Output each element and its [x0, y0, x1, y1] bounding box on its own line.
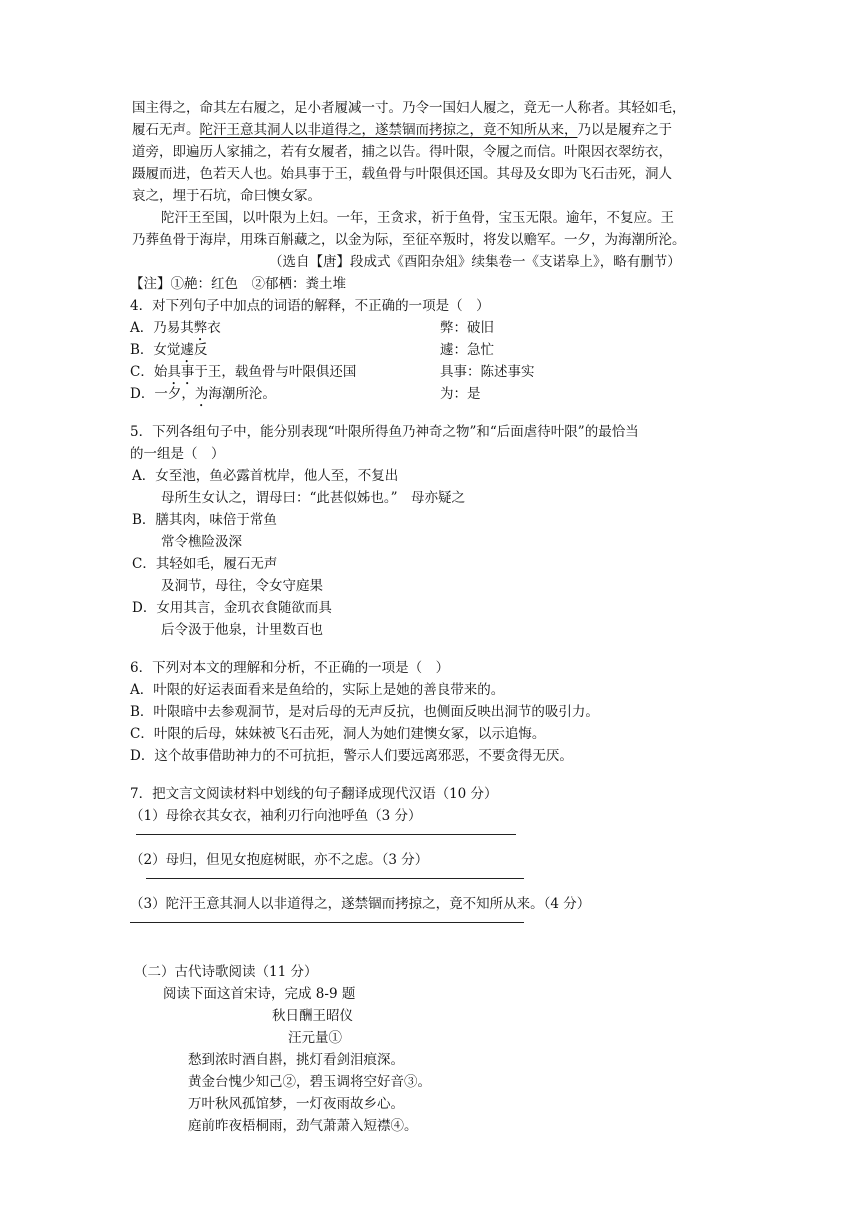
dotted-word: 弊 — [193, 320, 208, 336]
passage-text: 履石无声。 — [132, 122, 200, 138]
q4-option-a: A．乃易其弊衣 — [130, 320, 221, 336]
passage-line: 陀汗王至国，以叶限为上妇。一年，王贪求，祈于鱼骨，宝玉无限。逾年，不复应。王 — [161, 210, 674, 226]
q6-option-d: D．这个故事借助神力的不可抗拒，警示人们要远离邪恶，不要贪得无厌。 — [130, 748, 573, 764]
q5-option-a: A．女至池，鱼必露首枕岸，他人至，不复出 — [132, 468, 399, 484]
q5-option-b: B．膳其肉，味倍于常鱼 — [132, 512, 277, 528]
poem-line: 万叶秋风孤馆梦，一灯夜雨故乡心。 — [188, 1096, 404, 1112]
q6-option-b: B．叶限暗中去参观洞节，是对后母的无声反抗，也侧面反映出洞节的吸引力。 — [130, 704, 599, 720]
passage-line: 道旁，即遍历人家捕之，若有女履者，捕之以告。得叶限，令履之而信。叶限因衣翠纺衣， — [132, 144, 672, 160]
q5-option-b-second: 常令樵险汲深 — [161, 534, 242, 550]
passage-line: 蹑履而进，色若天人也。始具事于王，载鱼骨与叶限俱还国。其母及女即为飞石击死，洞人 — [132, 166, 672, 182]
dotted-word: 遽 — [180, 342, 194, 358]
question-6-stem: 6．下列对本文的理解和分析，不正确的一项是（ ） — [130, 660, 450, 676]
q7-item-1: （1）母徐衣其女衣，袖利刃行向池呼鱼（3 分） — [130, 808, 422, 824]
q4-gloss-d: 为：是 — [440, 386, 481, 402]
q4-option-d: D．一夕，为海潮所沦。 — [130, 386, 276, 402]
passage-source: （选自【唐】段成式《酉阳杂俎》续集卷一《支诺皋上》，略有删节） — [269, 254, 681, 270]
q7-item-2: （2）母归，但见女抱庭树眠，亦不之虑。（3 分） — [130, 852, 429, 868]
poetry-instruction: 阅读下面这首宋诗，完成 8-9 题 — [163, 986, 356, 1002]
q5-option-c-second: 及洞节，母往，令女守庭果 — [161, 578, 323, 594]
poem-author: 汪元量① — [288, 1030, 342, 1046]
dotted-word: 为 — [194, 386, 209, 402]
question-5-stem: 5．下列各组句子中，能分别表现“叶限所得鱼乃神奇之物”和“后面虐待叶限”的最恰当 — [130, 424, 639, 440]
q5-option-d: D．女用其言，金玑衣食随欲而具 — [132, 600, 332, 616]
q5-option-a-second: 母所生女认之，谓母曰：“此甚似姊也。” 母亦疑之 — [161, 490, 466, 506]
q4-option-c: C．始具事于王，载鱼骨与叶限俱还国 — [130, 364, 357, 380]
poetry-section-heading: （二）古代诗歌阅读（11 分） — [134, 964, 318, 980]
question-5-stem: 的一组是（ ） — [130, 446, 225, 462]
q6-option-c: C．叶限的后母，妹妹被飞石击死，洞人为她们建懊女冢，以示追悔。 — [130, 726, 546, 742]
question-4-stem: 4．对下列句子中加点的词语的解释，不正确的一项是（ ） — [130, 298, 490, 314]
poem-title: 秋日酬王昭仪 — [272, 1008, 353, 1024]
passage-line: 乃葬鱼骨于海岸，用珠百斛藏之，以金为际，至征卒叛时，将发以赡军。一夕，为海潮所沦。 — [132, 232, 686, 248]
answer-line-q7-3[interactable] — [130, 922, 524, 923]
poem-line: 愁到浓时酒自斟，挑灯看剑泪痕深。 — [188, 1052, 404, 1068]
underlined-sentence: 陀汗王意其洞人以非道得之，遂禁锢而拷掠之，竟不知所从来， — [199, 122, 578, 138]
q7-item-3: （3）陀汗王意其洞人以非道得之，遂禁锢而拷掠之，竟不知所从来。（4 分） — [130, 896, 591, 912]
q5-option-d-second: 后令汲于他泉，计里数百也 — [161, 622, 323, 638]
q5-option-c: C．其轻如毛，履石无声 — [132, 556, 278, 572]
passage-line: 哀之，埋于石坑，命曰懊女冢。 — [132, 188, 321, 204]
poem-line: 庭前昨夜梧桐雨，劲气萧萧入短襟④。 — [188, 1118, 418, 1134]
answer-line-q7-2[interactable] — [146, 878, 524, 879]
dotted-word: 具事 — [167, 364, 195, 380]
passage-text: 乃以是履弃之于 — [577, 122, 672, 138]
q4-gloss-c: 具事：陈述事实 — [440, 364, 535, 380]
passage-line — [132, 120, 672, 140]
poem-line: 黄金台愧少知己②，碧玉调将空好音③。 — [188, 1074, 431, 1090]
q4-gloss-b: 遽：急忙 — [440, 342, 494, 358]
passage-line: 国主得之，命其左右履之，足小者履减一寸。乃令一国妇人履之，竟无一人称者。其轻如毛， — [132, 100, 686, 116]
question-7-stem: 7．把文言文阅读材料中划线的句子翻译成现代汉语（10 分） — [130, 786, 498, 802]
answer-line-q7-1[interactable] — [136, 834, 516, 835]
passage-note: 【注】①赩：红色 ②郁栖：粪土堆 — [130, 276, 346, 292]
q4-gloss-a: 弊：破旧 — [440, 320, 494, 336]
q4-option-b: B．女觉遽反 — [130, 342, 208, 358]
q6-option-a: A．叶限的好运表面看来是鱼给的，实际上是她的善良带来的。 — [130, 682, 505, 698]
